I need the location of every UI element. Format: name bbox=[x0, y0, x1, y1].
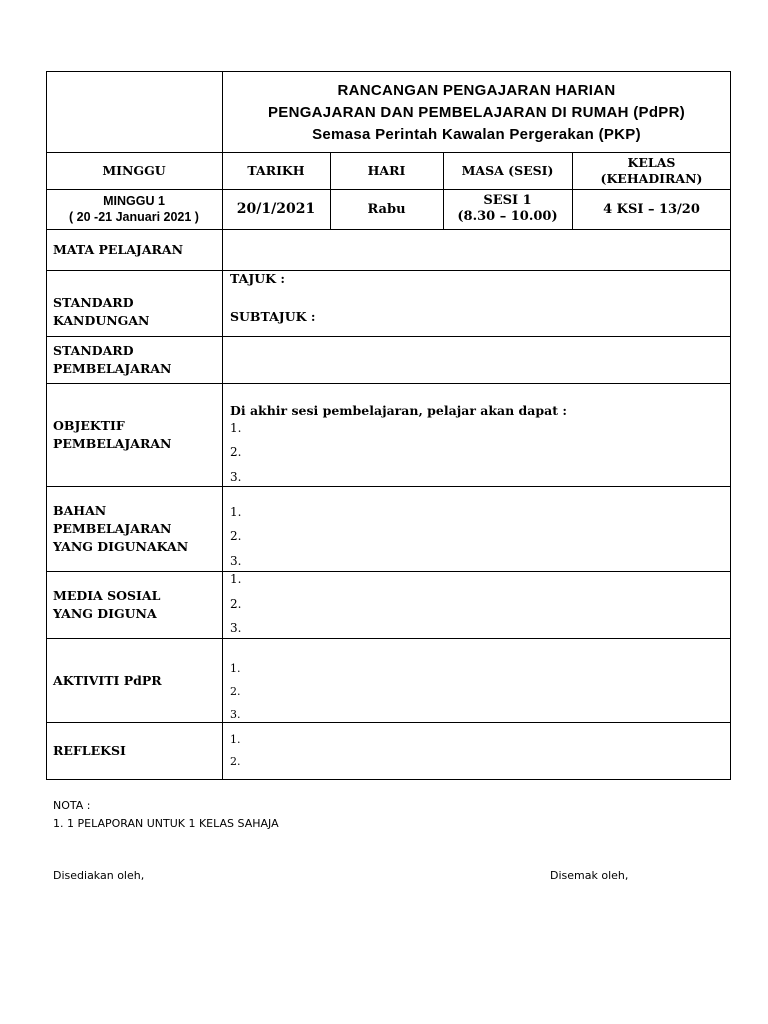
document-subtitle-pkp: Semasa Perintah Kawalan Pergerakan (PKP) bbox=[312, 126, 641, 143]
tajuk-label: TAJUK : bbox=[230, 271, 285, 286]
label-standard-pembelajaran bbox=[53, 342, 171, 378]
refleksi-item-2: 2. bbox=[230, 755, 241, 768]
subtajuk-label: SUBTAJUK : bbox=[230, 309, 316, 324]
table-divider bbox=[46, 486, 731, 487]
aktiviti-item-2: 2. bbox=[230, 685, 241, 698]
header-tarikh: TARIKH bbox=[247, 163, 305, 178]
label-mata-pelajaran: MATA PELAJARAN bbox=[53, 242, 184, 257]
bahan-item-1: 1. bbox=[230, 505, 242, 519]
document-title: RANCANGAN PENGAJARAN HARIAN bbox=[337, 82, 616, 99]
value-masa-time: (8.30 – 10.00) bbox=[457, 209, 558, 224]
value-hari: Rabu bbox=[367, 201, 406, 217]
table-divider bbox=[46, 229, 731, 230]
value-minggu-week: MINGGU 1 bbox=[103, 194, 165, 208]
label-objektif-line2: PEMBELAJARAN bbox=[53, 436, 172, 451]
label-standard-pembelajaran-line2: PEMBELAJARAN bbox=[53, 361, 172, 376]
label-standard-pembelajaran-line1: STANDARD bbox=[53, 343, 134, 358]
label-bahan-line3: YANG DIGUNAKAN bbox=[53, 539, 189, 554]
value-minggu-range: ( 20 -21 Januari 2021 ) bbox=[69, 210, 199, 224]
label-aktiviti: AKTIVITI PdPR bbox=[53, 673, 162, 688]
value-masa bbox=[443, 189, 572, 229]
header-masa: MASA (SESI) bbox=[461, 163, 554, 178]
table-divider bbox=[46, 638, 731, 639]
document-subtitle: PENGAJARAN DAN PEMBELAJARAN DI RUMAH (PdPR) bbox=[267, 104, 686, 121]
label-standard-kandungan-line1: STANDARD bbox=[53, 295, 134, 310]
table-divider bbox=[46, 571, 731, 572]
header-kelas-line2: (KEHADIRAN) bbox=[600, 170, 703, 186]
objektif-item-1: 1. bbox=[230, 421, 242, 435]
bahan-item-3: 3. bbox=[230, 554, 242, 568]
media-item-3: 3. bbox=[230, 621, 242, 635]
label-objektif-line1: OBJEKTIF bbox=[53, 418, 125, 433]
table-divider bbox=[46, 270, 731, 271]
header-minggu: MINGGU bbox=[102, 163, 166, 178]
label-objektif bbox=[53, 417, 171, 453]
objektif-item-3: 3. bbox=[230, 470, 242, 484]
label-standard-kandungan bbox=[53, 294, 149, 330]
header-kelas bbox=[572, 152, 731, 189]
media-item-1: 1. bbox=[230, 572, 242, 586]
objektif-item-2: 2. bbox=[230, 445, 242, 459]
label-refleksi: REFLEKSI bbox=[53, 743, 126, 758]
refleksi-item-1: 1. bbox=[230, 733, 241, 746]
label-media-sosial bbox=[53, 587, 160, 623]
value-tarikh: 20/1/2021 bbox=[236, 200, 316, 217]
nota-item: 1. 1 PELAPORAN UNTUK 1 KELAS SAHAJA bbox=[53, 817, 279, 830]
media-item-2: 2. bbox=[230, 597, 242, 611]
bahan-item-2: 2. bbox=[230, 529, 242, 543]
value-masa-session: SESI 1 bbox=[483, 193, 532, 208]
disediakan-oleh: Disediakan oleh, bbox=[53, 869, 145, 882]
disemak-oleh: Disemak oleh, bbox=[550, 869, 629, 882]
aktiviti-item-3: 3. bbox=[230, 708, 241, 721]
label-standard-kandungan-line2: KANDUNGAN bbox=[53, 313, 150, 328]
table-divider bbox=[46, 336, 731, 337]
objektif-intro: Di akhir sesi pembelajaran, pelajar akan dapat : bbox=[230, 403, 567, 418]
label-media-sosial-line1: MEDIA SOSIAL bbox=[53, 588, 161, 603]
header-hari: HARI bbox=[367, 163, 406, 178]
label-bahan bbox=[53, 502, 188, 556]
value-minggu bbox=[46, 189, 222, 229]
table-divider bbox=[46, 722, 731, 723]
aktiviti-item-1: 1. bbox=[230, 662, 241, 675]
label-bahan-line2: PEMBELAJARAN bbox=[53, 521, 172, 536]
table-divider bbox=[46, 383, 731, 384]
label-media-sosial-line2: YANG DIGUNA bbox=[53, 606, 157, 621]
header-kelas-line1: KELAS bbox=[627, 154, 676, 170]
label-bahan-line1: BAHAN bbox=[53, 503, 107, 518]
nota-heading: NOTA : bbox=[53, 799, 91, 812]
value-kelas: 4 KSI – 13/20 bbox=[603, 201, 700, 217]
